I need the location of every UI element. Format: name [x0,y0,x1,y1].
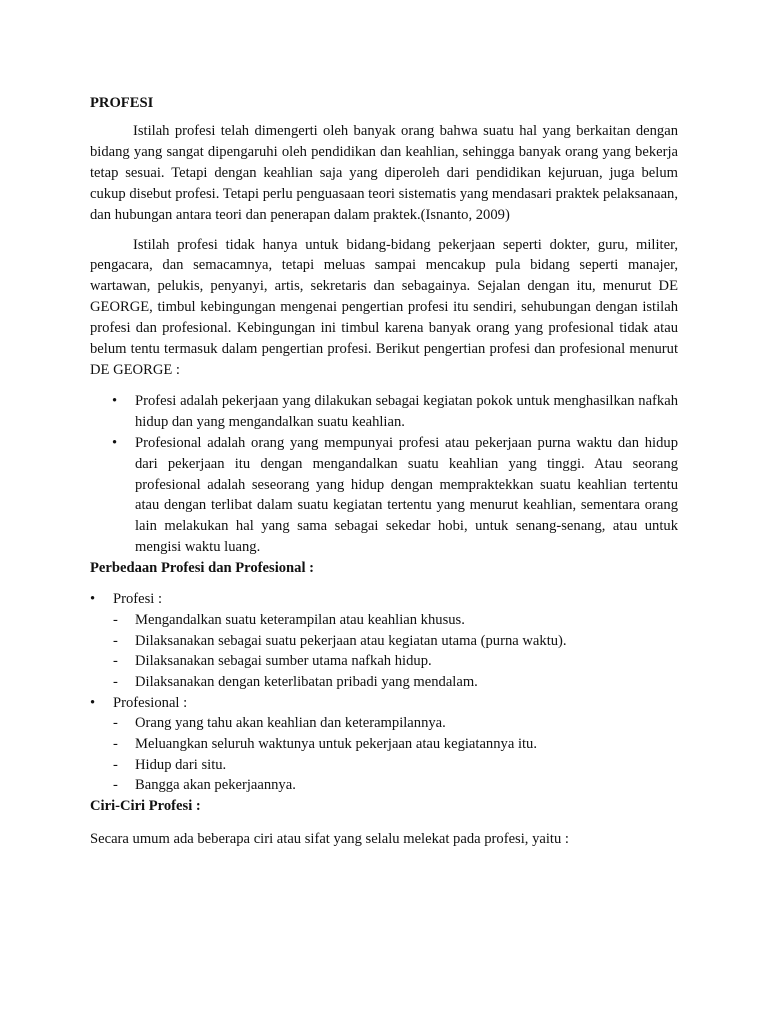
list-item-text: Dilaksanakan sebagai sumber utama nafkah hidup. [135,653,432,670]
bullet-icon: • [90,591,96,608]
paragraph-scope: Istilah profesi tidak hanya untuk bidang-bidang pekerjaan seperti dokter, guru, militer, pengacara, dan semacamnya, tetapi meluas sampai mencakup pula bidang seperti manajer, wartawan, pelukis, penyanyi, artis, sekretaris dan sebagainya. Sejalan dengan itu, menurut DE GEORGE, timbul kebingungan mengenai pengertian profesi itu sendiri, sehubungan dengan istilah profesi dan profesional. Kebingungan ini timbul karena banyak orang yang profesional tidak atau belum tentu termasuk dalam pengertian profesi. Berikut pengertian profesi dan profesional menurut DE GEORGE : [90,236,678,378]
list-item-text: Dilaksanakan sebagai suatu pekerjaan atau kegiatan utama (purna waktu). [135,632,567,649]
list-item-text: Meluangkan seluruh waktunya untuk pekerjaan atau kegiatannya itu. [135,736,538,753]
document-page [90,93,678,850]
definition-text: Profesional adalah orang yang mempunyai profesi atau pekerjaan purna waktu dan hidup dari pekerjaan itu dengan mengandalkan suatu keahlian yang tinggi. Atau seorang profesional adalah seseorang yang hidup dengan mempraktekkan suatu keahlian tertentu atau dengan terlibat dalam suatu kegiatan tertentu yang menurut keahlian, sementara orang lain melakukan hal yang sama sebagai sekedar hobi, untuk senang-senang, atau untuk mengisi waktu luang. [135,434,678,556]
characteristics-intro: Secara umum ada beberapa ciri atau sifat yang selalu melekat pada profesi, yaitu : [90,831,569,848]
paragraph-definition: Istilah profesi telah dimengerti oleh banyak orang bahwa suatu hal yang berkaitan dengan bidang yang sangat dipengaruhi oleh pendidikan dan keahlian, sehingga banyak orang yang bekerja tetap sesuai. Tetapi dengan keahlian saja yang diperoleh dari pendidikan kejuruan, juga belum cukup disebut profesi. Tetapi perlu penguasaan teori sistematis yang mendasari praktek pelaksanaan, dan hubungan antara teori dan penerapan dalam praktek.(Isnanto, 2009) [90,123,678,223]
definition-item-profesi [90,391,678,433]
dash-icon: - [113,673,118,690]
list-item-text: Orang yang tahu akan keahlian dan keterampilannya. [135,715,446,732]
dash-icon: - [113,777,118,794]
difference-heading: Perbedaan Profesi dan Profesional : [90,560,315,577]
bullet-icon: • [112,434,118,451]
dash-icon: - [113,611,118,628]
list-item [113,672,678,693]
difference-list [90,589,678,796]
list-item-text: Bangga akan pekerjaannya. [135,777,296,794]
list-item [113,755,678,776]
dash-list [113,713,678,796]
list-item [113,610,678,631]
dash-icon: - [113,715,118,732]
bullet-icon: • [112,392,118,409]
bullet-icon: • [90,694,96,711]
characteristics-heading: Ciri-Ciri Profesi : [90,798,201,815]
difference-group-profesional [90,693,678,797]
list-item [113,775,678,796]
definition-text: Profesi adalah pekerjaan yang dilakukan sebagai kegiatan pokok untuk menghasilkan nafkah hidup dan yang mengandalkan suatu keahlian. [135,392,678,430]
difference-group-profesi [90,589,678,693]
group-label: Profesional : [113,694,188,711]
dash-icon: - [113,653,118,670]
list-item-text: Mengandalkan suatu keterampilan atau keahlian khusus. [135,611,465,628]
dash-list [113,610,678,693]
dash-icon: - [113,736,118,753]
list-item-text: Dilaksanakan dengan keterlibatan pribadi yang mendalam. [135,673,478,690]
group-label: Profesi : [113,591,163,608]
definition-list [90,391,678,558]
dash-icon: - [113,632,118,649]
document-title: PROFESI [90,95,154,111]
definition-item-profesional [90,433,678,558]
list-item [113,631,678,652]
list-item [113,734,678,755]
list-item [113,651,678,672]
dash-icon: - [113,756,118,773]
list-item-text: Hidup dari situ. [135,756,227,773]
list-item [113,713,678,734]
